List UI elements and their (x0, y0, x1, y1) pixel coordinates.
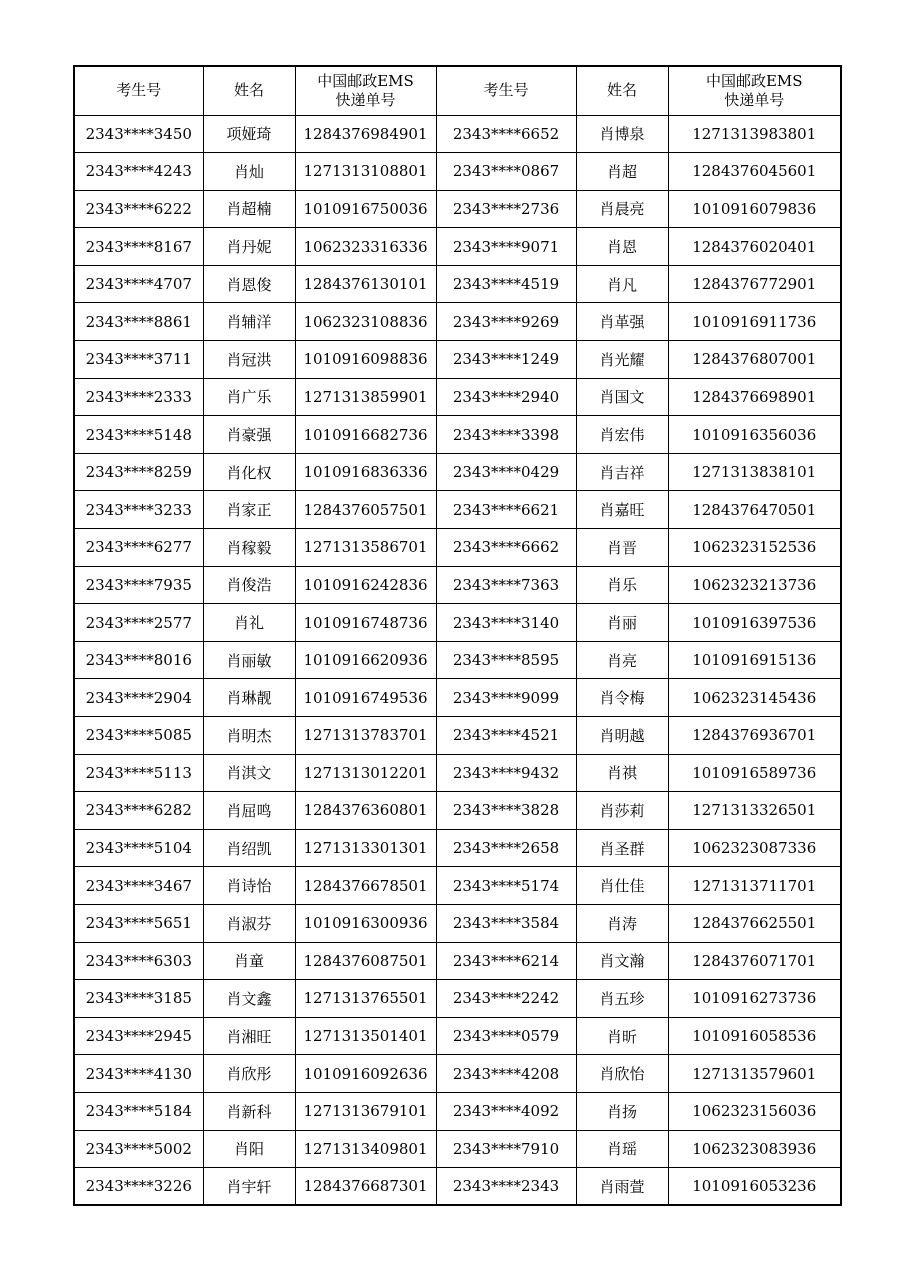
ems-number-cell: 1284376360801 (295, 792, 436, 830)
candidate-id-cell: 2343****3185 (74, 980, 203, 1018)
name-cell: 肖乐 (576, 566, 668, 604)
ems-number-cell: 1271313711701 (668, 867, 841, 905)
ems-number-cell: 1271313501401 (295, 1017, 436, 1055)
candidate-id-cell: 2343****3467 (74, 867, 203, 905)
table-row (74, 1130, 841, 1168)
ems-number-cell: 1284376071701 (668, 942, 841, 980)
ems-number-cell: 1284376045601 (668, 153, 841, 191)
name-cell: 项娅琦 (203, 115, 295, 153)
table-row (74, 303, 841, 341)
ems-number-cell: 1062323213736 (668, 566, 841, 604)
name-cell: 肖扬 (576, 1092, 668, 1130)
ems-number-cell: 1010916053236 (668, 1168, 841, 1206)
ems-number-cell: 1010916620936 (295, 641, 436, 679)
ems-number-cell: 1284376936701 (668, 717, 841, 755)
table-row (74, 416, 841, 454)
name-cell: 肖化权 (203, 453, 295, 491)
name-cell: 肖丹妮 (203, 228, 295, 266)
ems-number-cell: 1271313838101 (668, 453, 841, 491)
candidate-id-cell: 2343****2577 (74, 604, 203, 642)
ems-number-cell: 1010916915136 (668, 641, 841, 679)
table-row (74, 265, 841, 303)
candidate-id-cell: 2343****9269 (436, 303, 576, 341)
ems-number-cell: 1271313859901 (295, 378, 436, 416)
candidate-id-cell: 2343****8595 (436, 641, 576, 679)
ems-number-cell: 1010916058536 (668, 1017, 841, 1055)
ems-number-cell: 1010916589736 (668, 754, 841, 792)
candidate-id-cell: 2343****4130 (74, 1055, 203, 1093)
ems-number-cell: 1062323083936 (668, 1130, 841, 1168)
candidate-id-cell: 2343****0867 (436, 153, 576, 191)
table-row (74, 717, 841, 755)
name-cell: 肖俊浩 (203, 566, 295, 604)
name-cell: 肖宇轩 (203, 1168, 295, 1206)
table-row (74, 754, 841, 792)
name-cell: 肖亮 (576, 641, 668, 679)
ems-number-cell: 1010916397536 (668, 604, 841, 642)
name-cell: 肖嘉旺 (576, 491, 668, 529)
name-cell: 肖圣群 (576, 829, 668, 867)
name-cell: 肖灿 (203, 153, 295, 191)
name-cell: 肖淇文 (203, 754, 295, 792)
candidate-id-cell: 2343****0429 (436, 453, 576, 491)
candidate-id-cell: 2343****5085 (74, 717, 203, 755)
ems-number-cell: 1062323087336 (668, 829, 841, 867)
ems-number-cell: 1010916098836 (295, 341, 436, 379)
name-cell: 肖恩俊 (203, 265, 295, 303)
table-body (74, 115, 841, 1205)
name-cell: 肖琳靓 (203, 679, 295, 717)
header-candidate-id-left: 考生号 (74, 66, 203, 115)
ems-number-cell: 1284376678501 (295, 867, 436, 905)
ems-number-cell: 1271313326501 (668, 792, 841, 830)
candidate-id-cell: 2343****3233 (74, 491, 203, 529)
candidate-id-cell: 2343****5113 (74, 754, 203, 792)
name-cell: 肖湘旺 (203, 1017, 295, 1055)
ems-number-cell: 1271313783701 (295, 717, 436, 755)
candidate-id-cell: 2343****8016 (74, 641, 203, 679)
candidate-id-cell: 2343****4707 (74, 265, 203, 303)
candidate-id-cell: 2343****6222 (74, 190, 203, 228)
ems-number-cell: 1284376687301 (295, 1168, 436, 1206)
name-cell: 肖超楠 (203, 190, 295, 228)
candidate-id-cell: 2343****3828 (436, 792, 576, 830)
name-cell: 肖革强 (576, 303, 668, 341)
header-ems-line2: 快递单号 (724, 90, 785, 109)
candidate-id-cell: 2343****8167 (74, 228, 203, 266)
header-name-left: 姓名 (203, 66, 295, 115)
candidate-id-cell: 2343****6214 (436, 942, 576, 980)
candidate-id-cell: 2343****3711 (74, 341, 203, 379)
ems-number-cell: 1284376130101 (295, 265, 436, 303)
table-row (74, 829, 841, 867)
ems-number-cell: 1271313301301 (295, 829, 436, 867)
name-cell: 肖欣彤 (203, 1055, 295, 1093)
table-row (74, 641, 841, 679)
table-row (74, 453, 841, 491)
candidate-id-cell: 2343****0579 (436, 1017, 576, 1055)
ems-number-cell: 1010916836336 (295, 453, 436, 491)
candidate-id-cell: 2343****6303 (74, 942, 203, 980)
ems-number-cell: 1010916356036 (668, 416, 841, 454)
ems-number-cell: 1271313012201 (295, 754, 436, 792)
name-cell: 肖光耀 (576, 341, 668, 379)
name-cell: 肖晋 (576, 529, 668, 567)
table-row (74, 566, 841, 604)
candidate-id-cell: 2343****2945 (74, 1017, 203, 1055)
table-header (74, 66, 841, 115)
candidate-id-cell: 2343****6621 (436, 491, 576, 529)
ems-number-cell: 1284376625501 (668, 904, 841, 942)
ems-number-cell: 1284376057501 (295, 491, 436, 529)
name-cell: 肖稼毅 (203, 529, 295, 567)
name-cell: 肖五珍 (576, 980, 668, 1018)
table-row (74, 980, 841, 1018)
ems-number-cell: 1284376984901 (295, 115, 436, 153)
candidate-id-cell: 2343****5104 (74, 829, 203, 867)
table-row (74, 341, 841, 379)
name-cell: 肖雨萱 (576, 1168, 668, 1206)
candidate-id-cell: 2343****2343 (436, 1168, 576, 1206)
name-cell: 肖明杰 (203, 717, 295, 755)
table-row (74, 529, 841, 567)
ems-number-cell: 1010916273736 (668, 980, 841, 1018)
name-cell: 肖文瀚 (576, 942, 668, 980)
name-cell: 肖瑶 (576, 1130, 668, 1168)
name-cell: 肖诗怡 (203, 867, 295, 905)
candidate-id-cell: 2343****5002 (74, 1130, 203, 1168)
ems-number-cell: 1062323152536 (668, 529, 841, 567)
name-cell: 肖绍凯 (203, 829, 295, 867)
table-row (74, 190, 841, 228)
candidate-id-cell: 2343****5651 (74, 904, 203, 942)
ems-number-cell: 1062323316336 (295, 228, 436, 266)
table-row (74, 867, 841, 905)
table-row (74, 228, 841, 266)
name-cell: 肖家正 (203, 491, 295, 529)
table-row (74, 792, 841, 830)
ems-tracking-table (73, 65, 842, 1206)
candidate-id-cell: 2343****4208 (436, 1055, 576, 1093)
name-cell: 肖凡 (576, 265, 668, 303)
ems-number-cell: 1284376698901 (668, 378, 841, 416)
ems-number-cell: 1271313765501 (295, 980, 436, 1018)
table-row (74, 153, 841, 191)
candidate-id-cell: 2343****8861 (74, 303, 203, 341)
name-cell: 肖博泉 (576, 115, 668, 153)
candidate-id-cell: 2343****4521 (436, 717, 576, 755)
name-cell: 肖涛 (576, 904, 668, 942)
ems-number-cell: 1271313409801 (295, 1130, 436, 1168)
name-cell: 肖阳 (203, 1130, 295, 1168)
table-row (74, 1017, 841, 1055)
ems-number-cell: 1062323145436 (668, 679, 841, 717)
name-cell: 肖恩 (576, 228, 668, 266)
header-ems-left (295, 66, 436, 115)
ems-number-cell: 1271313586701 (295, 529, 436, 567)
table-row (74, 115, 841, 153)
name-cell: 肖超 (576, 153, 668, 191)
candidate-id-cell: 2343****2242 (436, 980, 576, 1018)
candidate-id-cell: 2343****9099 (436, 679, 576, 717)
candidate-id-cell: 2343****7910 (436, 1130, 576, 1168)
ems-number-cell: 1284376087501 (295, 942, 436, 980)
name-cell: 肖文鑫 (203, 980, 295, 1018)
header-ems-line2: 快递单号 (335, 90, 396, 109)
ems-number-cell: 1284376470501 (668, 491, 841, 529)
ems-number-cell: 1271313983801 (668, 115, 841, 153)
ems-number-cell: 1062323108836 (295, 303, 436, 341)
name-cell: 肖晨亮 (576, 190, 668, 228)
ems-number-cell: 1284376020401 (668, 228, 841, 266)
name-cell: 肖昕 (576, 1017, 668, 1055)
ems-number-cell: 1062323156036 (668, 1092, 841, 1130)
candidate-id-cell: 2343****9071 (436, 228, 576, 266)
candidate-id-cell: 2343****6662 (436, 529, 576, 567)
candidate-id-cell: 2343****2658 (436, 829, 576, 867)
candidate-id-cell: 2343****4092 (436, 1092, 576, 1130)
candidate-id-cell: 2343****3584 (436, 904, 576, 942)
name-cell: 肖祺 (576, 754, 668, 792)
name-cell: 肖淑芬 (203, 904, 295, 942)
name-cell: 肖丽 (576, 604, 668, 642)
name-cell: 肖辅洋 (203, 303, 295, 341)
candidate-id-cell: 2343****8259 (74, 453, 203, 491)
candidate-id-cell: 2343****2736 (436, 190, 576, 228)
name-cell: 肖冠洪 (203, 341, 295, 379)
candidate-id-cell: 2343****3140 (436, 604, 576, 642)
ems-number-cell: 1010916750036 (295, 190, 436, 228)
candidate-id-cell: 2343****3450 (74, 115, 203, 153)
name-cell: 肖广乐 (203, 378, 295, 416)
candidate-id-cell: 2343****2940 (436, 378, 576, 416)
candidate-id-cell: 2343****4243 (74, 153, 203, 191)
name-cell: 肖丽敏 (203, 641, 295, 679)
header-ems-line1: 中国邮政EMS (705, 71, 803, 90)
candidate-id-cell: 2343****3398 (436, 416, 576, 454)
ems-number-cell: 1010916092636 (295, 1055, 436, 1093)
ems-number-cell: 1010916242836 (295, 566, 436, 604)
ems-number-cell: 1010916911736 (668, 303, 841, 341)
table-row (74, 942, 841, 980)
name-cell: 肖屈鸣 (203, 792, 295, 830)
table-row (74, 1055, 841, 1093)
ems-number-cell: 1284376772901 (668, 265, 841, 303)
ems-number-cell: 1010916682736 (295, 416, 436, 454)
header-ems-right (668, 66, 841, 115)
candidate-id-cell: 2343****4519 (436, 265, 576, 303)
candidate-id-cell: 2343****2904 (74, 679, 203, 717)
ems-number-cell: 1284376807001 (668, 341, 841, 379)
ems-number-cell: 1271313679101 (295, 1092, 436, 1130)
name-cell: 肖仕佳 (576, 867, 668, 905)
name-cell: 肖礼 (203, 604, 295, 642)
candidate-id-cell: 2343****6277 (74, 529, 203, 567)
table-row (74, 378, 841, 416)
candidate-id-cell: 2343****5174 (436, 867, 576, 905)
table-row (74, 1092, 841, 1130)
ems-number-cell: 1010916300936 (295, 904, 436, 942)
name-cell: 肖国文 (576, 378, 668, 416)
ems-number-cell: 1010916749536 (295, 679, 436, 717)
header-name-right: 姓名 (576, 66, 668, 115)
header-ems-line1: 中国邮政EMS (317, 71, 414, 90)
table-row (74, 679, 841, 717)
name-cell: 肖欣怡 (576, 1055, 668, 1093)
ems-number-cell: 1010916748736 (295, 604, 436, 642)
table-row (74, 1168, 841, 1206)
name-cell: 肖令梅 (576, 679, 668, 717)
name-cell: 肖明越 (576, 717, 668, 755)
candidate-id-cell: 2343****7935 (74, 566, 203, 604)
table-row (74, 491, 841, 529)
name-cell: 肖豪强 (203, 416, 295, 454)
ems-number-cell: 1271313579601 (668, 1055, 841, 1093)
name-cell: 肖吉祥 (576, 453, 668, 491)
header-row (74, 66, 841, 115)
candidate-id-cell: 2343****5148 (74, 416, 203, 454)
table-row (74, 904, 841, 942)
candidate-id-cell: 2343****2333 (74, 378, 203, 416)
candidate-id-cell: 2343****3226 (74, 1168, 203, 1206)
candidate-id-cell: 2343****7363 (436, 566, 576, 604)
name-cell: 肖新科 (203, 1092, 295, 1130)
name-cell: 肖童 (203, 942, 295, 980)
candidate-id-cell: 2343****6652 (436, 115, 576, 153)
candidate-id-cell: 2343****6282 (74, 792, 203, 830)
candidate-id-cell: 2343****1249 (436, 341, 576, 379)
candidate-id-cell: 2343****9432 (436, 754, 576, 792)
name-cell: 肖宏伟 (576, 416, 668, 454)
header-candidate-id-right: 考生号 (436, 66, 576, 115)
table-row (74, 604, 841, 642)
ems-number-cell: 1271313108801 (295, 153, 436, 191)
candidate-id-cell: 2343****5184 (74, 1092, 203, 1130)
ems-number-cell: 1010916079836 (668, 190, 841, 228)
name-cell: 肖莎莉 (576, 792, 668, 830)
